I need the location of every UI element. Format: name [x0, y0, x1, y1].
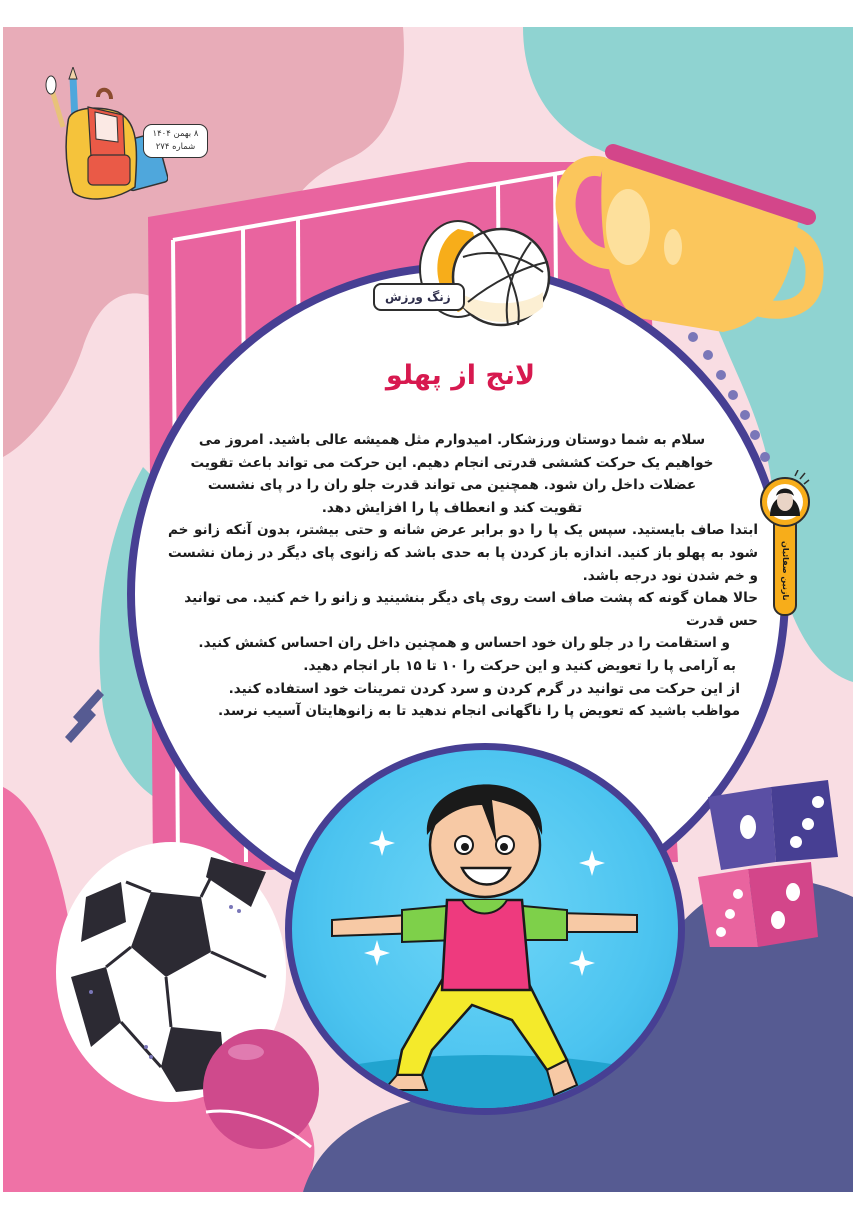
- paragraph-reps: به آرامی پا را تعویض کنید و این حرکت را ۱۰ تا ۱۵ بار انجام دهید.: [303, 657, 736, 674]
- magazine-page: [3, 27, 853, 1192]
- dice-icon: [693, 772, 838, 947]
- paragraph-caution: مواظب باشید که تعویض پا را ناگهانی انجام ندهید تا به زانوهایتان آسیب نرسد.: [217, 703, 740, 720]
- paragraph-step-1: ابتدا صاف بایستید. سپس یک پا را دو برابر عرض شانه و حتی بیشتر، بدون آنکه زانو خم شود به پهلو باز کنید. اندازه باز کردن پا به حدی باشد که زانوی پای دیگر در زمان نشست و خم شدن نود درجه باشد.: [168, 522, 758, 584]
- paragraph-intro: سلام به شما دوستان ورزشکار. امیدوارم مثل همیشه عالی باشید. امروز می خواهیم یک حرکت کششی قدرتی انجام دهیم. این حرکت می تواند باعث تقویت عضلات داخل ران شود. همچنین می تواند قدرت جلو ران را در پای نشست تقویت کند و انعطاف پا را افزایش دهد.: [190, 432, 714, 516]
- basketball-icon: [413, 217, 553, 332]
- kid-exercise-icon: [292, 750, 678, 1108]
- section-tag: زنگ ورزش: [373, 283, 465, 311]
- paragraph-usage: از این حرکت می توانید در گرم کردن و سرد کردن تمرینات خود استفاده کنید.: [228, 680, 740, 697]
- article-title: لانج از پهلو: [385, 360, 536, 391]
- tennis-ball-icon: [201, 1027, 321, 1152]
- issue-info-bubble: [143, 124, 208, 158]
- article-body: [168, 429, 758, 723]
- author-name: نازنین صفائیان: [781, 541, 790, 601]
- issue-date: ۸ بهمن ۱۴۰۴: [152, 129, 199, 139]
- exercise-illustration: [285, 743, 685, 1115]
- issue-number: شماره ۲۷۴: [155, 142, 196, 152]
- paragraph-step-2: حالا همان گونه که پشت صاف است روی پای دیگر بنشینید و زانو را خم کنید. می توانید حس قدرت: [184, 590, 758, 629]
- paragraph-step-2-cont: و استقامت را در جلو ران خود احساس و همچنین داخل ران احساس کشش کنید.: [198, 635, 730, 652]
